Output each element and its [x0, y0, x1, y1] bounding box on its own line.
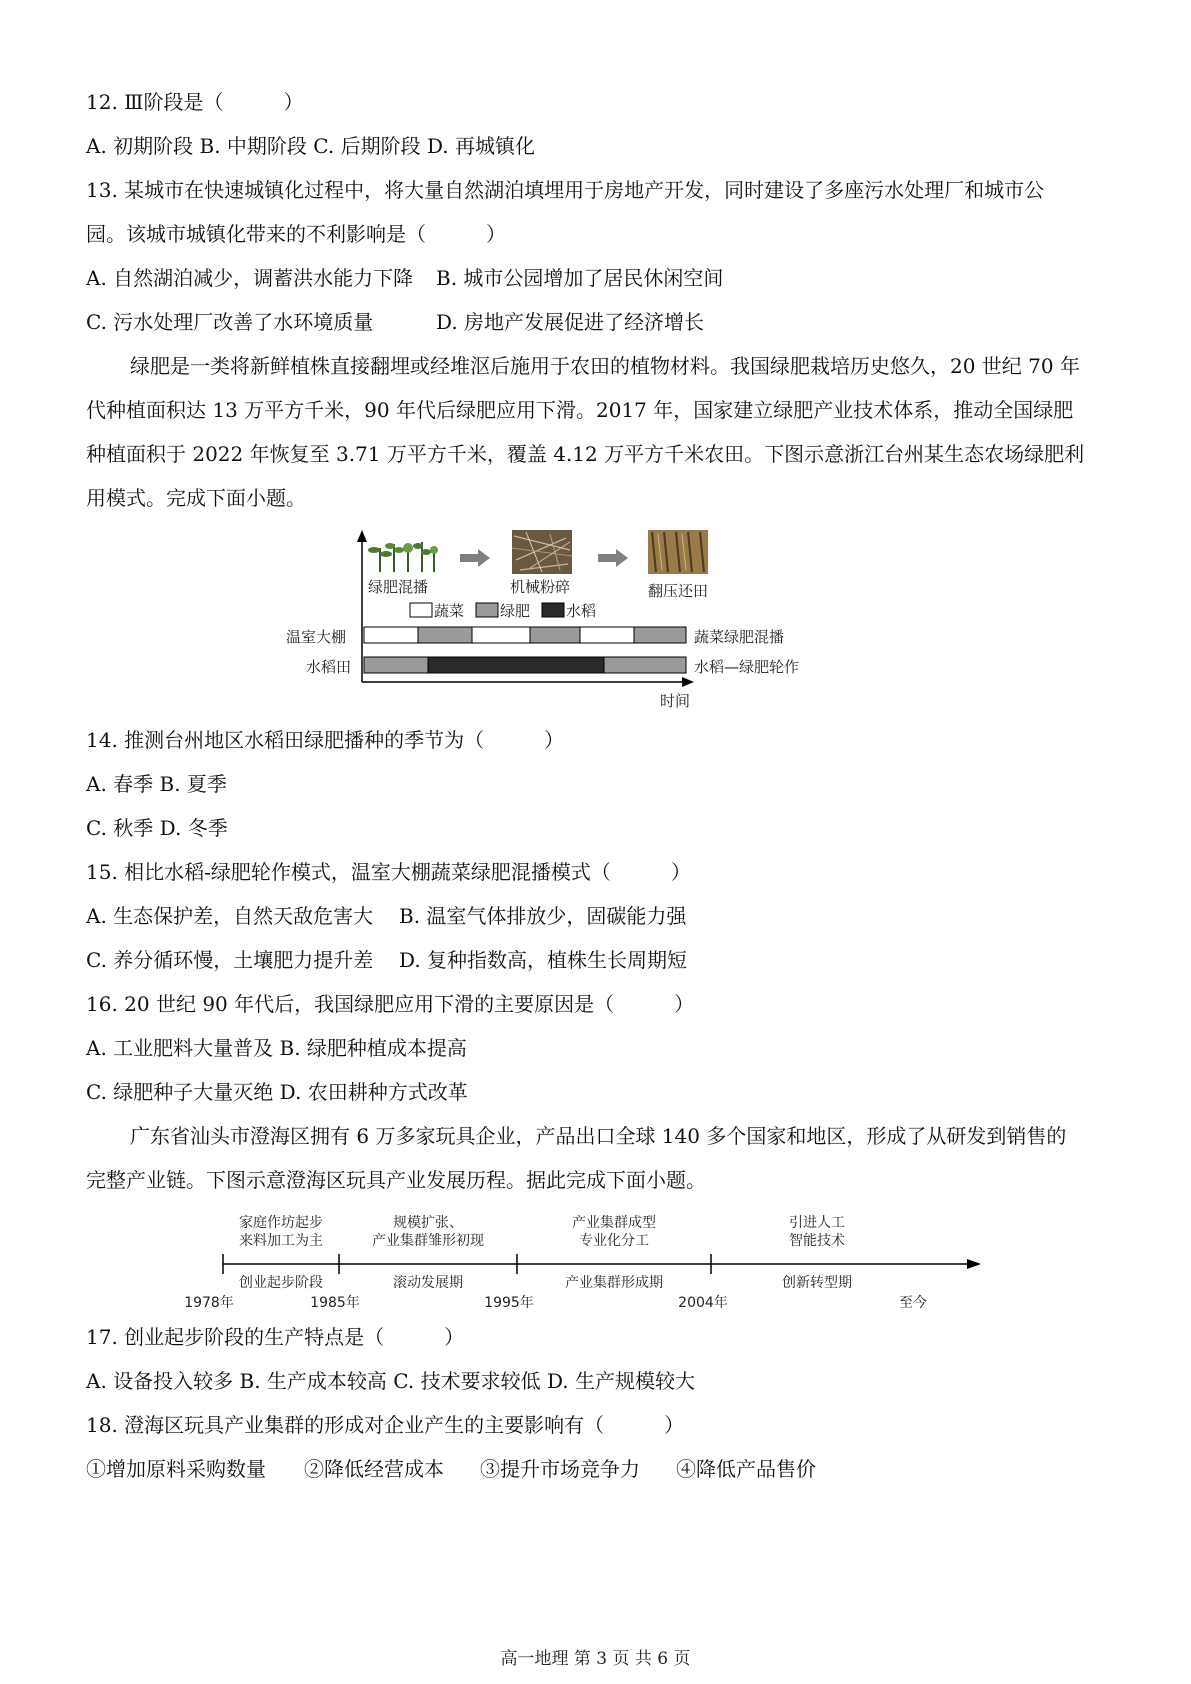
step2-label: 机械粉碎: [510, 578, 571, 596]
q16-stem: 16. 20 世纪 90 年代后，我国绿肥应用下滑的主要原因是（ ）: [86, 992, 695, 1016]
stage4-name: 创新转型期: [782, 1275, 852, 1291]
q15-option-b: B. 温室气体排放少，固碳能力强: [399, 904, 687, 928]
row1-mode: 蔬菜绿肥混播: [694, 628, 785, 646]
q15-option-a: A. 生态保护差，自然天敌危害大: [86, 904, 374, 928]
legend-vegetable: 蔬菜: [434, 602, 465, 620]
page-footer: 高一地理 第 3 页 共 6 页: [500, 1649, 691, 1669]
q12-options: A. 初期阶段 B. 中期阶段 C. 后期阶段 D. 再城镇化: [86, 134, 535, 158]
green-manure-svg: [280, 530, 840, 715]
q17-options: A. 设备投入较多 B. 生产成本较高 C. 技术要求较低 D. 生产规模较大: [86, 1369, 695, 1393]
bar-segment-vegetable: [580, 627, 634, 643]
arrow-right-icon: [460, 549, 490, 567]
timeline-svg: [184, 1212, 1005, 1314]
legend-green-manure: 绿肥: [500, 602, 531, 620]
q14-options-ab: A. 春季 B. 夏季: [86, 772, 227, 796]
bar-segment-green-manure: [364, 657, 428, 673]
stage1-feature-line1: 家庭作坊起步: [239, 1215, 323, 1231]
row2-label: 水稻田: [306, 658, 352, 676]
green-manure-diagram: [280, 530, 840, 715]
legend-swatch-rice: [542, 603, 564, 617]
q18-stem: 18. 澄海区玩具产业集群的形成对企业产生的主要影响有（ ）: [86, 1413, 685, 1437]
stage3-name: 产业集群形成期: [565, 1275, 663, 1291]
q18-item-2: ②降低经营成本: [304, 1457, 444, 1481]
q13-options-ab: [86, 263, 1111, 293]
q14-stem: 14. 推测台州地区水稻田绿肥播种的季节为（ ）: [86, 728, 565, 752]
q14-options-cd: C. 秋季 D. 冬季: [86, 816, 228, 840]
year-2004: 2004年: [678, 1295, 728, 1311]
q18-items: [86, 1454, 1111, 1484]
arrow-right-icon: [598, 549, 628, 567]
q18-item-1: ①增加原料采购数量: [86, 1457, 266, 1481]
q15-option-c: C. 养分循环慢，土壤肥力提升差: [86, 948, 374, 972]
legend-swatch-vegetable: [410, 603, 432, 617]
q13-option-c: C. 污水处理厂改善了水环境质量: [86, 310, 374, 334]
q15-options-ab: [86, 901, 1111, 931]
plant-icon: [368, 542, 438, 572]
passage1-line3: 种植面积于 2022 年恢复至 3.71 万平方千米，覆盖 4.12 万平方千米农田。下图示意浙江台州某生态农场绿肥利: [86, 442, 1085, 466]
crushed-straw-image: [512, 530, 572, 574]
q18-item-3: ③提升市场竞争力: [480, 1457, 640, 1481]
bar-segment-vegetable: [364, 627, 418, 643]
timeline-arrow: [967, 1259, 981, 1269]
row1-label: 温室大棚: [286, 628, 347, 646]
q12-stem: 12. Ⅲ阶段是（ ）: [86, 90, 304, 114]
toy-industry-timeline: [184, 1212, 1005, 1314]
greenhouse-bar: [364, 627, 686, 643]
bar-segment-green-manure: [530, 627, 580, 643]
passage2-line1: 广东省汕头市澄海区拥有 6 万多家玩具企业，产品出口全球 140 多个国家和地区，形成了从研发到销售的: [130, 1124, 1067, 1148]
y-axis-arrow: [357, 530, 367, 542]
q15-option-d: D. 复种指数高，植株生长周期短: [399, 948, 688, 972]
legend: [410, 602, 596, 620]
row2-mode: 水稻—绿肥轮作: [694, 658, 800, 676]
q18-item-4: ④降低产品售价: [676, 1457, 816, 1481]
year-1985: 1985年: [310, 1295, 360, 1311]
passage1-line2: 代种植面积达 13 万平方千米，90 年代后绿肥应用下滑。2017 年，国家建立绿肥产业技术体系，推动全国绿肥: [86, 398, 1074, 422]
q13-stem-line2: 园。该城市城镇化带来的不利影响是（ ）: [86, 222, 506, 246]
q15-stem: 15. 相比水稻-绿肥轮作模式，温室大棚蔬菜绿肥混播模式（ ）: [86, 860, 691, 884]
stage2-feature-line2: 产业集群雏形初现: [372, 1233, 484, 1249]
passage1-line4: 用模式。完成下面小题。: [86, 486, 306, 510]
bar-segment-green-manure: [418, 627, 472, 643]
q15-options-cd: [86, 945, 1111, 975]
year-1995: 1995年: [484, 1295, 534, 1311]
bar-segment-green-manure: [604, 657, 686, 673]
step3-label: 翻压还田: [648, 582, 709, 600]
q13-option-a: A. 自然湖泊减少，调蓄洪水能力下降: [86, 266, 414, 290]
q13-options-cd: [86, 307, 1111, 337]
stage1-feature-line2: 来料加工为主: [239, 1233, 323, 1249]
q13-stem-line1: 13. 某城市在快速城镇化过程中，将大量自然湖泊填埋用于房地产开发，同时建设了多座污水处理厂和城市公: [86, 178, 1045, 202]
year-present: 至今: [899, 1295, 927, 1311]
q13-option-b: B. 城市公园增加了居民休闲空间: [436, 266, 724, 290]
stage3-feature-line2: 专业化分工: [579, 1233, 649, 1249]
paddy-bar: [364, 657, 686, 673]
bar-segment-rice: [428, 657, 604, 673]
stage4-feature-line2: 智能技术: [789, 1233, 845, 1249]
stage2-name: 滚动发展期: [393, 1275, 463, 1291]
legend-swatch-green-manure: [476, 603, 498, 617]
q16-options-cd: C. 绿肥种子大量灭绝 D. 农田耕种方式改革: [86, 1080, 468, 1104]
passage2-line2: 完整产业链。下图示意澄海区玩具产业发展历程。据此完成下面小题。: [86, 1168, 706, 1192]
bar-segment-vegetable: [472, 627, 530, 643]
q16-options-ab: A. 工业肥料大量普及 B. 绿肥种植成本提高: [86, 1036, 467, 1060]
stage3-feature-line1: 产业集群成型: [572, 1215, 656, 1231]
passage1-line1: 绿肥是一类将新鲜植株直接翻埋或经堆沤后施用于农田的植物材料。我国绿肥栽培历史悠久，20 世纪 70 年: [130, 354, 1080, 378]
stage2-feature-line1: 规模扩张、: [393, 1215, 463, 1231]
stage1-name: 创业起步阶段: [239, 1275, 323, 1291]
q13-option-d: D. 房地产发展促进了经济增长: [436, 310, 705, 334]
year-1978: 1978年: [184, 1295, 234, 1311]
step1-label: 绿肥混播: [368, 578, 429, 596]
bar-segment-green-manure: [634, 627, 686, 643]
q17-stem: 17. 创业起步阶段的生产特点是（ ）: [86, 1325, 465, 1349]
plowed-field-image: [648, 530, 708, 574]
legend-rice: 水稻: [566, 602, 597, 620]
x-axis-arrow: [682, 677, 694, 687]
stage4-feature-line1: 引进人工: [789, 1215, 845, 1231]
x-axis-label: 时间: [660, 692, 691, 710]
